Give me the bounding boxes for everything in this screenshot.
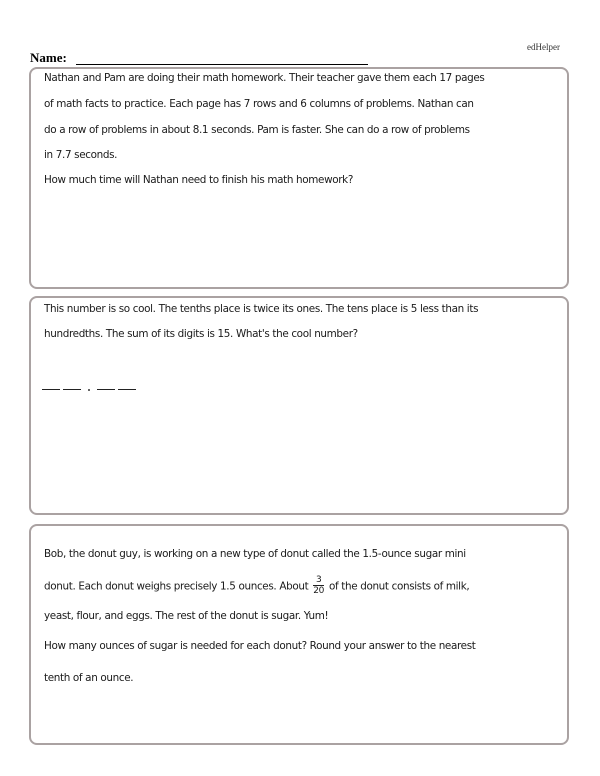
fraction-numerator: 3 (313, 575, 324, 586)
answer-blank-ones[interactable] (63, 389, 81, 390)
answer-blank-hundredths[interactable] (118, 389, 136, 390)
fraction-denominator: 20 (313, 586, 325, 596)
problem-3-question: How many ounces of sugar is needed for each donut? Round your answer to the nearest (44, 640, 476, 652)
brand-label: edHelper (527, 42, 560, 52)
answer-blanks[interactable] (42, 385, 139, 394)
problem-3-question: tenth of an ounce. (44, 672, 134, 684)
problem-2-line: hundredths. The sum of its digits is 15. What's the cool number? (44, 328, 358, 340)
problem-box-2 (29, 296, 569, 515)
problem-3-line (44, 576, 469, 597)
problem-box-3 (29, 524, 569, 745)
name-input-line[interactable] (76, 64, 368, 65)
problem-3-text: donut. Each donut weighs precisely 1.5 ounces. About (44, 580, 309, 593)
problem-1-line: do a row of problems in about 8.1 seconds. Pam is faster. She can do a row of problems (44, 124, 470, 136)
problem-1-line: of math facts to practice. Each page has 7 rows and 6 columns of problems. Nathan can (44, 98, 474, 110)
problem-1-line: in 7.7 seconds. (44, 149, 118, 161)
problem-1-question: How much time will Nathan need to finish his math homework? (44, 174, 354, 186)
name-label: Name: (30, 50, 67, 65)
problem-box-1 (29, 67, 569, 289)
problem-3-line: yeast, flour, and eggs. The rest of the donut is sugar. Yum! (44, 610, 329, 622)
problem-3-text: of the donut consists of milk, (328, 580, 470, 593)
answer-blank-tens[interactable] (42, 389, 60, 390)
problem-3-line: Bob, the donut guy, is working on a new type of donut called the 1.5-ounce sugar mini (44, 548, 466, 560)
problem-2-line: This number is so cool. The tenths place is twice its ones. The tens place is 5 less than its (44, 303, 479, 315)
answer-blank-tenths[interactable] (97, 389, 115, 390)
problem-1-line: Nathan and Pam are doing their math homework. Their teacher gave them each 17 pages (44, 72, 485, 84)
decimal-point (88, 389, 90, 391)
fraction (313, 575, 324, 596)
